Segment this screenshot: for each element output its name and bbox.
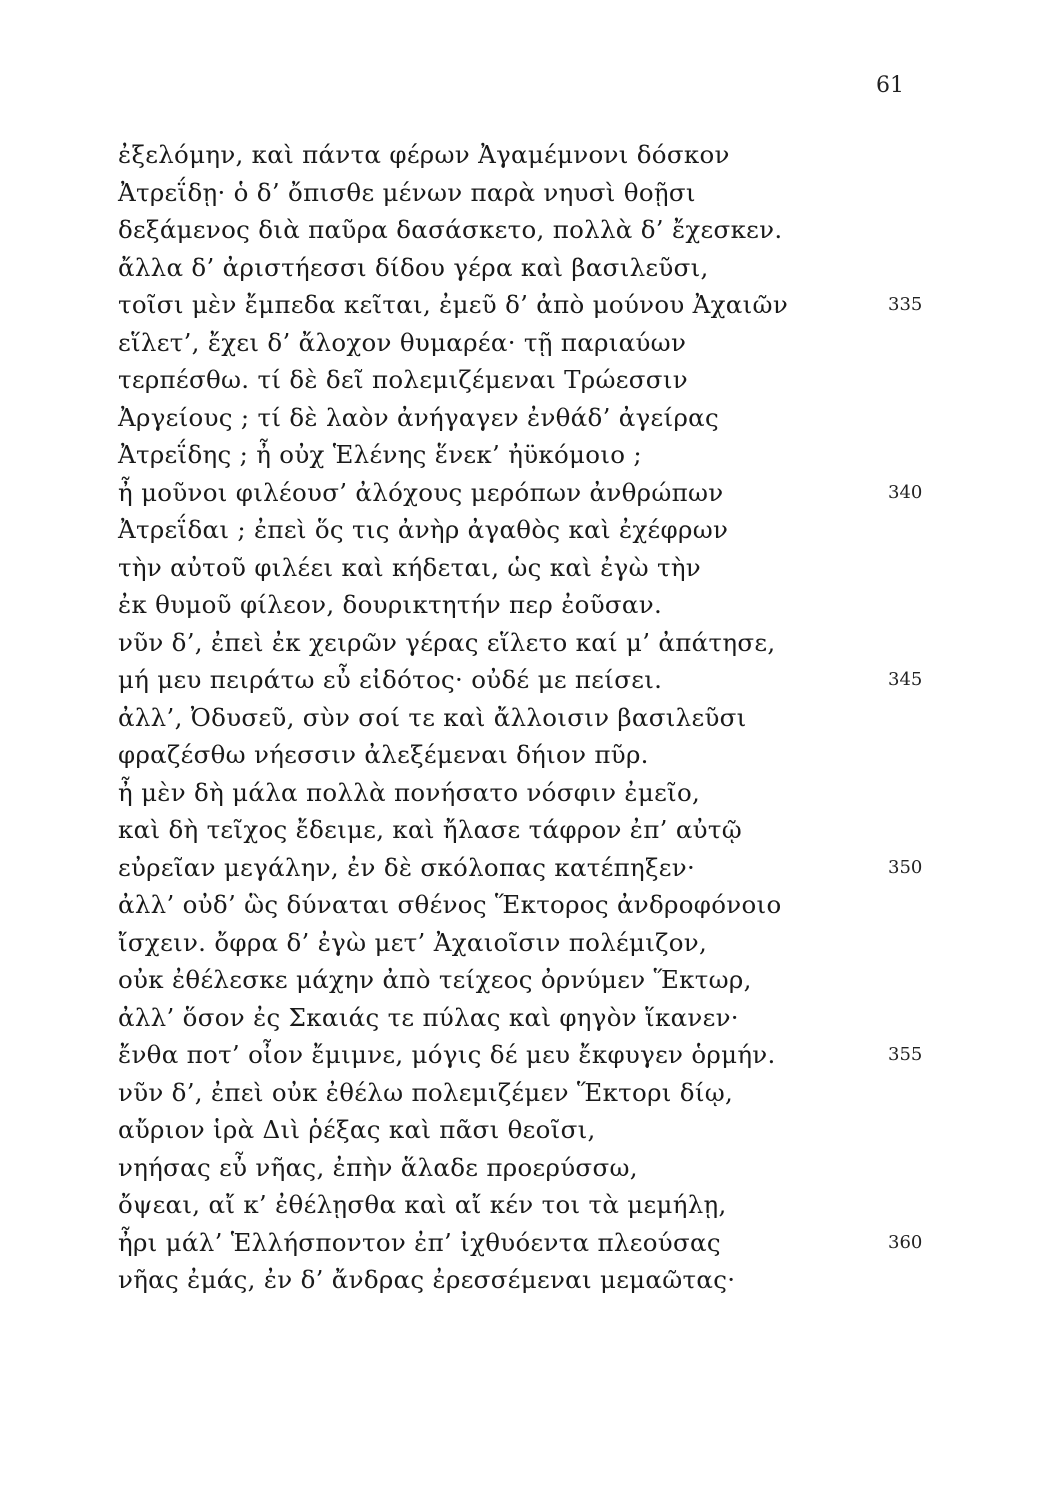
- verse-line: [118, 474, 938, 512]
- verse-text: οὐκ ἐθέλεσκε μάχην ἀπὸ τείχεος ὀρνύμεν Ἕκτωρ,: [118, 965, 752, 994]
- verse-line: [118, 1149, 938, 1187]
- verse-line: [118, 736, 938, 774]
- verse-text: Ἀτρεΐδαι ; ἐπεὶ ὅς τις ἀνὴρ ἀγαθὸς καὶ ἐχέφρων: [118, 515, 729, 544]
- verse-line: [118, 586, 938, 624]
- verse-line: [118, 1261, 938, 1299]
- verse-line: [118, 849, 938, 887]
- verse-text: μή μευ πειράτω εὖ εἰδότος· οὐδέ με πείσει.: [118, 665, 663, 694]
- verse-text: τερπέσθω. τί δὲ δεῖ πολεμιζέμεναι Τρώεσσιν: [118, 365, 688, 394]
- verse-line: [118, 1036, 938, 1074]
- verse-line: [118, 811, 938, 849]
- verse-text: νηήσας εὖ νῆας, ἐπὴν ἅλαδε προερύσσω,: [118, 1152, 638, 1182]
- verse-line: [118, 136, 938, 174]
- verse-text: νῦν δ’, ἐπεὶ ἐκ χειρῶν γέρας εἵλετο καί μ’ ἀπάτησε,: [118, 627, 776, 657]
- verse-text: ἀλλ’ οὐδ’ ὣς δύναται σθένος Ἕκτορος ἀνδροφόνοιο: [118, 890, 782, 919]
- verse-line: [118, 1074, 938, 1112]
- verse-text: ἦ μοῦνοι φιλέουσ’ ἀλόχους μερόπων ἀνθρώπων: [118, 477, 724, 507]
- verse-text: Ἀργείους ; τί δὲ λαὸν ἀνήγαγεν ἐνθάδ’ ἀγείρας: [118, 402, 720, 432]
- verse-line: [118, 436, 938, 474]
- line-number: 345: [888, 669, 923, 690]
- verse-line: [118, 399, 938, 437]
- verse-line: [118, 699, 938, 737]
- verse-text: Ἀτρεΐδῃ· ὁ δ’ ὄπισθε μένων παρὰ νηυσὶ θοῇσι: [118, 177, 696, 207]
- verse-line: [118, 661, 938, 699]
- verse-text: Ἀτρεΐδης ; ἦ οὐχ Ἑλένης ἕνεκ’ ἠϋκόμοιο ;: [118, 440, 642, 469]
- verse-line: [118, 624, 938, 662]
- line-number: 360: [888, 1231, 923, 1253]
- verse-text: ἦ μὲν δὴ μάλα πολλὰ πονήσατο νόσφιν ἐμεῖο,: [118, 777, 701, 807]
- verse-line: [118, 1186, 938, 1224]
- verse-text: ὄψεαι, αἴ κ’ ἐθέλῃσθα καὶ αἴ κέν τοι τὰ μεμήλῃ,: [118, 1190, 727, 1219]
- verse-line: [118, 774, 938, 812]
- verse-text: ἐξελόμην, καὶ πάντα φέρων Ἀγαμέμνονι δόσκον: [118, 140, 730, 169]
- line-number: 355: [888, 1044, 923, 1065]
- verse-text: αὔριον ἱρὰ Διὶ ῥέξας καὶ πᾶσι θεοῖσι,: [118, 1115, 596, 1144]
- verse-line: [118, 886, 938, 924]
- verse-line: [118, 361, 938, 399]
- verse-text: ἀλλ’ ὅσον ἐς Σκαιάς τε πύλας καὶ φηγὸν ἵκανεν·: [118, 1002, 739, 1032]
- verse-text: καὶ δὴ τεῖχος ἔδειμε, καὶ ἤλασε τάφρον ἐπ’ αὐτῷ: [118, 815, 743, 844]
- verse-line: [118, 249, 938, 287]
- verse-text: ἀλλ’, Ὀδυσεῦ, σὺν σοί τε καὶ ἄλλοισιν βασιλεῦσι: [118, 702, 747, 732]
- verse-line: [118, 511, 938, 549]
- verse-text: ἔνθα ποτ’ οἶον ἔμιμνε, μόγις δέ μευ ἔκφυγεν ὁρμήν.: [118, 1040, 776, 1069]
- verse-line: [118, 1224, 938, 1262]
- verse-text: ἐκ θυμοῦ φίλεον, δουρικτητήν περ ἐοῦσαν.: [118, 590, 663, 619]
- verse-line: [118, 999, 938, 1037]
- verse-text: ἦρι μάλ’ Ἑλλήσποντον ἐπ’ ἰχθυόεντα πλεούσας: [118, 1227, 721, 1257]
- line-number: 340: [888, 481, 923, 503]
- verse-line: [118, 1111, 938, 1149]
- page-number: 61: [876, 73, 904, 98]
- verse-line: [118, 549, 938, 587]
- verse-text: εἵλετ’, ἔχει δ’ ἄλοχον θυμαρέα· τῇ παριαύων: [118, 327, 687, 357]
- verse-text: ἄλλα δ’ ἀριστήεσσι δίδου γέρα καὶ βασιλεῦσι,: [118, 252, 709, 282]
- verse-text: φραζέσθω νήεσσιν ἀλεξέμεναι δήιον πῦρ.: [118, 740, 649, 769]
- verse-line: [118, 324, 938, 362]
- verse-text: ἴσχειν. ὄφρα δ’ ἐγὼ μετ’ Ἀχαιοῖσιν πολέμιζον,: [118, 927, 708, 957]
- verse-line: [118, 174, 938, 212]
- verse-line: [118, 924, 938, 962]
- verse-block: [118, 136, 938, 1299]
- verse-text: δεξάμενος διὰ παῦρα δασάσκετο, πολλὰ δ’ ἔχεσκεν.: [118, 215, 783, 244]
- verse-text: νῦν δ’, ἐπεὶ οὐκ ἐθέλω πολεμιζέμεν Ἕκτορι δίῳ,: [118, 1077, 734, 1107]
- verse-line: [118, 286, 938, 324]
- verse-line: [118, 961, 938, 999]
- line-number: 335: [888, 294, 923, 315]
- verse-text: εὐρεῖαν μεγάλην, ἐν δὲ σκόλοπας κατέπηξεν·: [118, 852, 696, 882]
- verse-line: [118, 211, 938, 249]
- line-number: 350: [888, 856, 923, 878]
- verse-text: νῆας ἐμάς, ἐν δ’ ἄνδρας ἐρεσσέμεναι μεμαῶτας·: [118, 1265, 736, 1294]
- verse-text: τὴν αὐτοῦ φιλέει καὶ κήδεται, ὡς καὶ ἐγὼ τὴν: [118, 552, 701, 582]
- verse-text: τοῖσι μὲν ἔμπεδα κεῖται, ἐμεῦ δ’ ἀπὸ μούνου Ἀχαιῶν: [118, 290, 789, 319]
